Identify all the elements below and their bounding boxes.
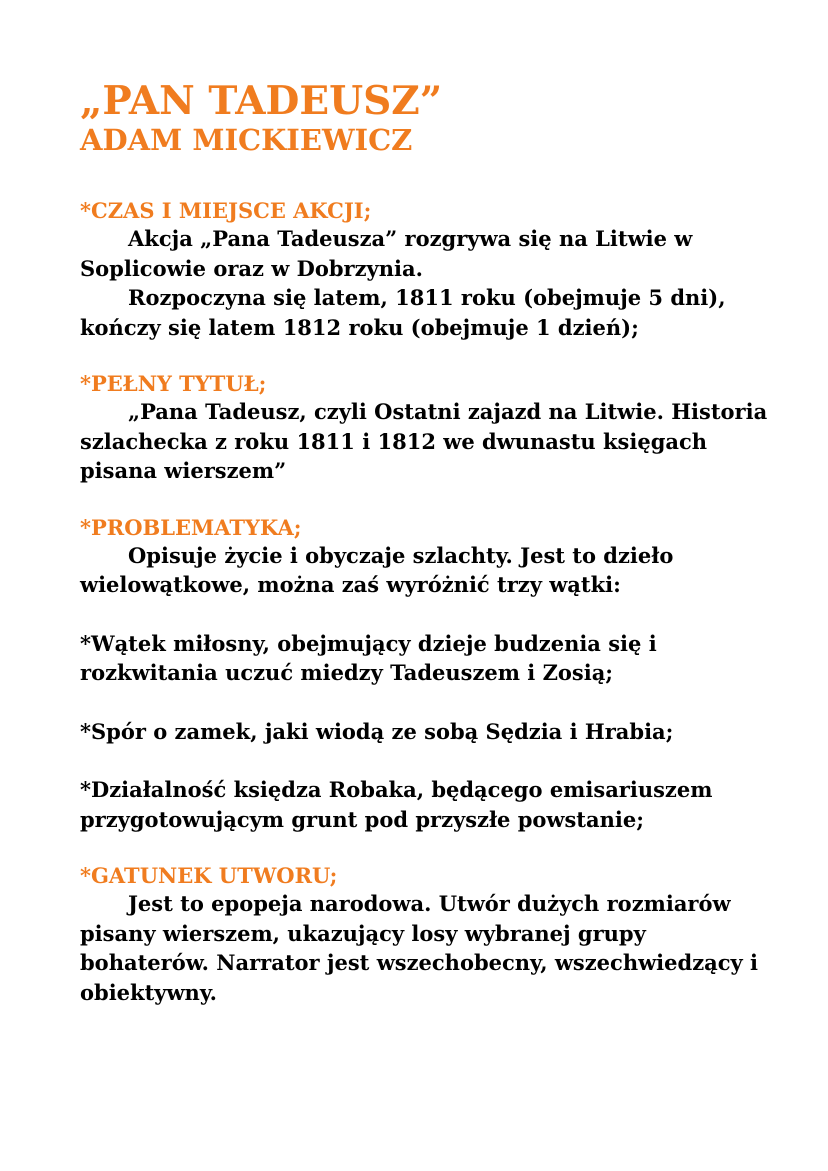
document-page [80, 80, 770, 1036]
section-heading-full-title: *PEŁNY TYTUŁ; [80, 371, 267, 396]
thread-castle-dispute: *Spór o zamek, jaki wiodą ze sobą Sędzia i Hrabia; [80, 718, 674, 744]
paragraph-setting-time: Rozpoczyna się latem, 1811 roku (obejmuje 5 dni), kończy się latem 1812 roku (obejmuje 1 dzień); [80, 285, 726, 340]
section-heading-time-place: *CZAS I MIEJSCE AKCJI; [80, 198, 372, 223]
section-problems [80, 515, 770, 600]
paragraph-genre: Jest to epopeja narodowa. Utwór dużych rozmiarów pisany wierszem, ukazujący losy wybranej grupy bohaterów. Narrator jest wszechobecny, wszechwiedzący i obiektywny. [80, 891, 759, 1005]
section-genre [80, 863, 770, 1007]
document-title: „PAN TADEUSZ” [80, 78, 443, 124]
section-heading-genre: *GATUNEK UTWORU; [80, 863, 338, 888]
thread-robak: *Działalność księdza Robaka, będącego emisariuszem przygotowującym grunt pod przyszłe powstanie; [80, 777, 713, 832]
thread-love: *Wątek miłosny, obejmujący dzieje budzenia się i rozkwitania uczuć miedzy Tadeuszem i Zosią; [80, 630, 657, 685]
section-heading-problems: *PROBLEMATYKA; [80, 514, 302, 540]
paragraph-full-title: „Pana Tadeusz, czyli Ostatni zajazd na Litwie. Historia szlachecka z roku 1811 i 1812 we dwunastu księgach pisana wierszem” [80, 399, 768, 483]
document-author: ADAM MICKIEWICZ [80, 123, 413, 157]
section-time-place [80, 198, 770, 342]
paragraph-problems-intro: Opisuje życie i obyczaje szlachty. Jest to dzieło wielowątkowe, można zaś wyróżnić trzy wątki: [80, 542, 674, 597]
paragraph-setting-place: Akcja „Pana Tadeusza” rozgrywa się na Litwie w Soplicowie oraz w Dobrzynia. [80, 226, 693, 281]
section-full-title [80, 371, 770, 486]
